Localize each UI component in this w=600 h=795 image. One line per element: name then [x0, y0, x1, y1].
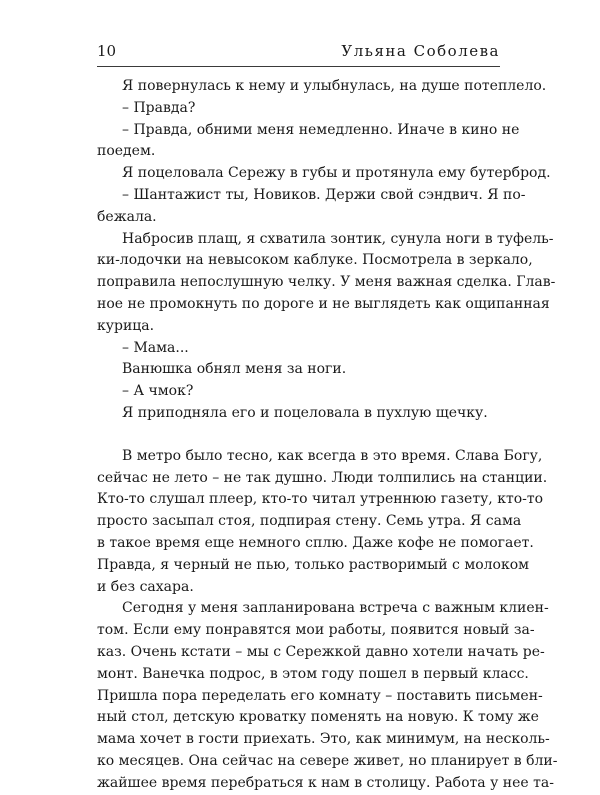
text-line: поправила непослушную челку. У меня важная сделка. Глав-: [97, 274, 556, 291]
text-line: Набросив плащ, я схватила зонтик, сунула ноги в туфель-: [122, 230, 554, 247]
text-line: жайшее время перебраться к нам в столицу. Работа у нее та-: [97, 774, 554, 791]
body-text: [97, 76, 558, 795]
page-number: 10: [97, 42, 117, 60]
text-line: Я приподняла его и поцеловала в пухлую щечку.: [122, 404, 488, 421]
text-line: ко месяцев. Она сейчас на севере живет, но планирует в бли-: [97, 752, 558, 769]
text-line: поедем.: [97, 143, 156, 160]
text-line: – Шантажист ты, Новиков. Держи свой сэндвич. Я по-: [122, 186, 526, 203]
header-rule: [97, 66, 500, 67]
text-line: ный стол, детскую кроватку поменять на новую. К тому же: [97, 709, 539, 726]
text-line: Правда, я черный не пью, только растворимый с молоком: [97, 556, 530, 573]
text-line: – Мама...: [122, 339, 189, 356]
text-line: Пришла пора переделать его комнату – поставить письмен-: [97, 687, 543, 704]
text-line: каз. Очень кстати – мы с Сережкой давно хотели начать ре-: [97, 643, 545, 660]
text-line: ки-лодочки на невысоком каблуке. Посмотрела в зеркало,: [97, 252, 533, 269]
text-line: том. Если ему понравятся мои работы, появится новый за-: [97, 622, 535, 639]
text-line: Кто-то слушал плеер, кто-то читал утреннюю газету, кто-то: [97, 491, 544, 508]
text-line: Сегодня у меня запланирована встреча с важным клиен-: [122, 600, 549, 617]
text-line: просто засыпал стоя, подпирая стену. Семь утра. Я сама: [97, 513, 522, 530]
text-line: монт. Ванечка подрос, в этом году пошел в первый класс.: [97, 665, 529, 682]
text-line: – Правда?: [122, 99, 196, 116]
text-line: Я повернулась к нему и улыбнулась, на душе потеплело.: [122, 78, 547, 94]
text-line: мама хочет в гости приехать. Это, как минимум, на несколь-: [97, 731, 550, 748]
text-line: В метро было тесно, как всегда в это время. Слава Богу,: [122, 447, 543, 464]
text-line: и без сахара.: [97, 578, 194, 595]
text-line: курица.: [97, 317, 155, 334]
text-line: – А чмок?: [122, 383, 194, 400]
page-header: [97, 41, 500, 61]
paragraph-gap: [97, 425, 500, 446]
text-line: бежала.: [97, 208, 157, 225]
text-line: Ванюшка обнял меня за ноги.: [122, 361, 347, 378]
text-line: – Правда, обними меня немедленно. Иначе в кино не: [122, 121, 520, 138]
text-line: Я поцеловала Сережу в губы и протянула ему бутерброд.: [122, 165, 551, 182]
text-line: сейчас не лето – не так душно. Люди толпились на станции.: [97, 469, 548, 486]
text-line: в такое время еще немного сплю. Даже кофе не помогает.: [97, 534, 534, 551]
running-head-author: Ульяна Соболева: [341, 42, 500, 60]
text-line: ное не промокнуть по дороге и не выглядеть как ощипанная: [97, 295, 550, 312]
